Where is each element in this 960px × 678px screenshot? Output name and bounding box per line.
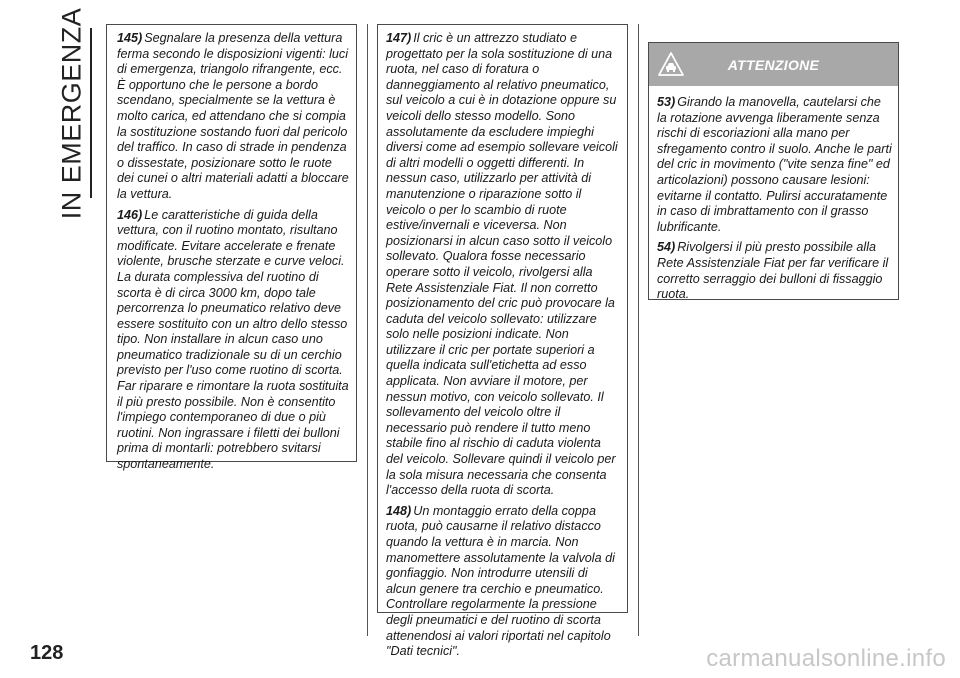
note-text: Il cric è un attrezzo studiato e progettato per la sola sostituzione di una ruota, nel caso di foratura o danneggiamento al relativo pneumatico, sul veicolo a cui è in dotazione oppure su veicoli dello stesso modello. Sono assolutamente da escludere impieghi diversi come ad esempio sollevare veicoli di altri modelli o oggetti differenti. In nessun caso, utilizzarlo per attività di manutenzione o riparazione sotto il veicolo o per lo scambio di ruote estive/invernali e viceversa. Non posizionarsi in alcun caso sotto il veicolo sollevato. Qualora fosse necessario operare sotto il veicolo, rivolgersi alla Rete Assistenziale Fiat. Il non corretto posizionamento del cric può provocare la caduta del veicolo sollevato: utilizzare solo nelle posizioni indicate. Non utilizzare il cric per portate superiori a quella indicata sull'etichetta ad esso applicata. Non avviare il motore, per nessun motivo, con veicolo sollevato. Il sollevamento del veicolo oltre il necessario può rendere il tutto meno stabile fino al rischio di caduta violenta del veicolo. Sollevare quindi il veicolo per la sola misura necessaria che consenta l'accesso della ruota di scorta. xyxy=(386,31,618,498)
note-number: 145) xyxy=(117,31,143,45)
column-divider xyxy=(638,24,639,636)
note-number: 147) xyxy=(386,31,412,45)
note-text: Rivolgersi il più presto possibile alla Rete Assistenziale Fiat per far verificare il corretto serraggio dei bulloni di fissaggio ruota. xyxy=(657,240,889,302)
note-53 xyxy=(657,95,892,235)
note-text: Un montaggio errato della coppa ruota, può causarne il relativo distacco quando la vettura è in marcia. Non manomettere assolutamente la valvola di gonfiaggio. Non introdurre utensili di alcun genere tra cerchio e pneumatico. Controllare regolarmente la pressione degli pneumatici e del ruotino di scorta attenendosi ai valori riportati nel capitolo "Dati tecnici". xyxy=(386,503,615,659)
warning-body xyxy=(649,86,898,314)
note-145 xyxy=(117,31,350,203)
warning-title: ATTENZIONE xyxy=(727,56,820,73)
note-number: 148) xyxy=(386,503,412,518)
note-54 xyxy=(657,240,892,302)
page-number: 128 xyxy=(30,642,64,664)
watermark: carmanualsonline.info xyxy=(706,645,946,672)
note-148 xyxy=(386,504,621,660)
note-number: 53) xyxy=(657,95,676,109)
note-147 xyxy=(386,31,621,499)
car-warning-icon xyxy=(658,52,684,76)
warning-header xyxy=(649,43,898,86)
section-title xyxy=(56,7,88,219)
column-divider xyxy=(367,24,368,636)
note-146 xyxy=(117,208,350,473)
note-text: Girando la manovella, cautelarsi che la rotazione avvenga liberamente senza rischi di escoriazioni alla mano per sfregamento contro il suolo. Anche le parti del cric in movimento ("vite senza fine" ed articolazioni) possono causare lesioni: evitarne il contatto. Pulirsi accuratamente in caso di imbrattamento con il grasso lubrificante. xyxy=(657,95,892,234)
notes-box-middle xyxy=(377,24,628,659)
note-number: 54) xyxy=(657,240,676,255)
note-text: Segnalare la presenza della vettura ferma secondo le disposizioni vigenti: luci di emergenza, triangolo rifrangente, ecc. È opportuno che le persone a bordo scendano, specialmente se la vettura è molto carica, ed attendano che si compia la sostituzione sostando fuori dal pericolo del traffico. In caso di strade in pendenza o dissestate, posizionare sotto le ruote dei cunei o altri materiali adatti a bloccare la vettura. xyxy=(117,31,349,201)
notes-box-left xyxy=(106,24,357,472)
note-text: Le caratteristiche di guida della vettura, con il ruotino montato, risultano modificate. Evitare accelerate e frenate violente, brusche sterzate e curve veloci. La durata complessiva del ruotino di scorta è di circa 3000 km, dopo tale percorrenza lo pneumatico relativo deve essere sostituito con un altro dello stesso tipo. Non installare in alcun caso uno pneumatico tradizionale su di un cerchio previsto per l'uso come ruotino di scorta. Far riparare e rimontare la ruota sostituita il più presto possibile. Non è consentito l'impiego contemporaneo di due o più ruotini. Non ingrassare i filetti dei bulloni prima di montarli: potrebbero svitarsi spontaneamente. xyxy=(117,207,349,472)
note-number: 146) xyxy=(117,207,143,222)
warning-box xyxy=(648,42,899,300)
section-title-rule xyxy=(90,28,92,198)
section-title-text: IN EMERGENZA xyxy=(56,7,87,219)
